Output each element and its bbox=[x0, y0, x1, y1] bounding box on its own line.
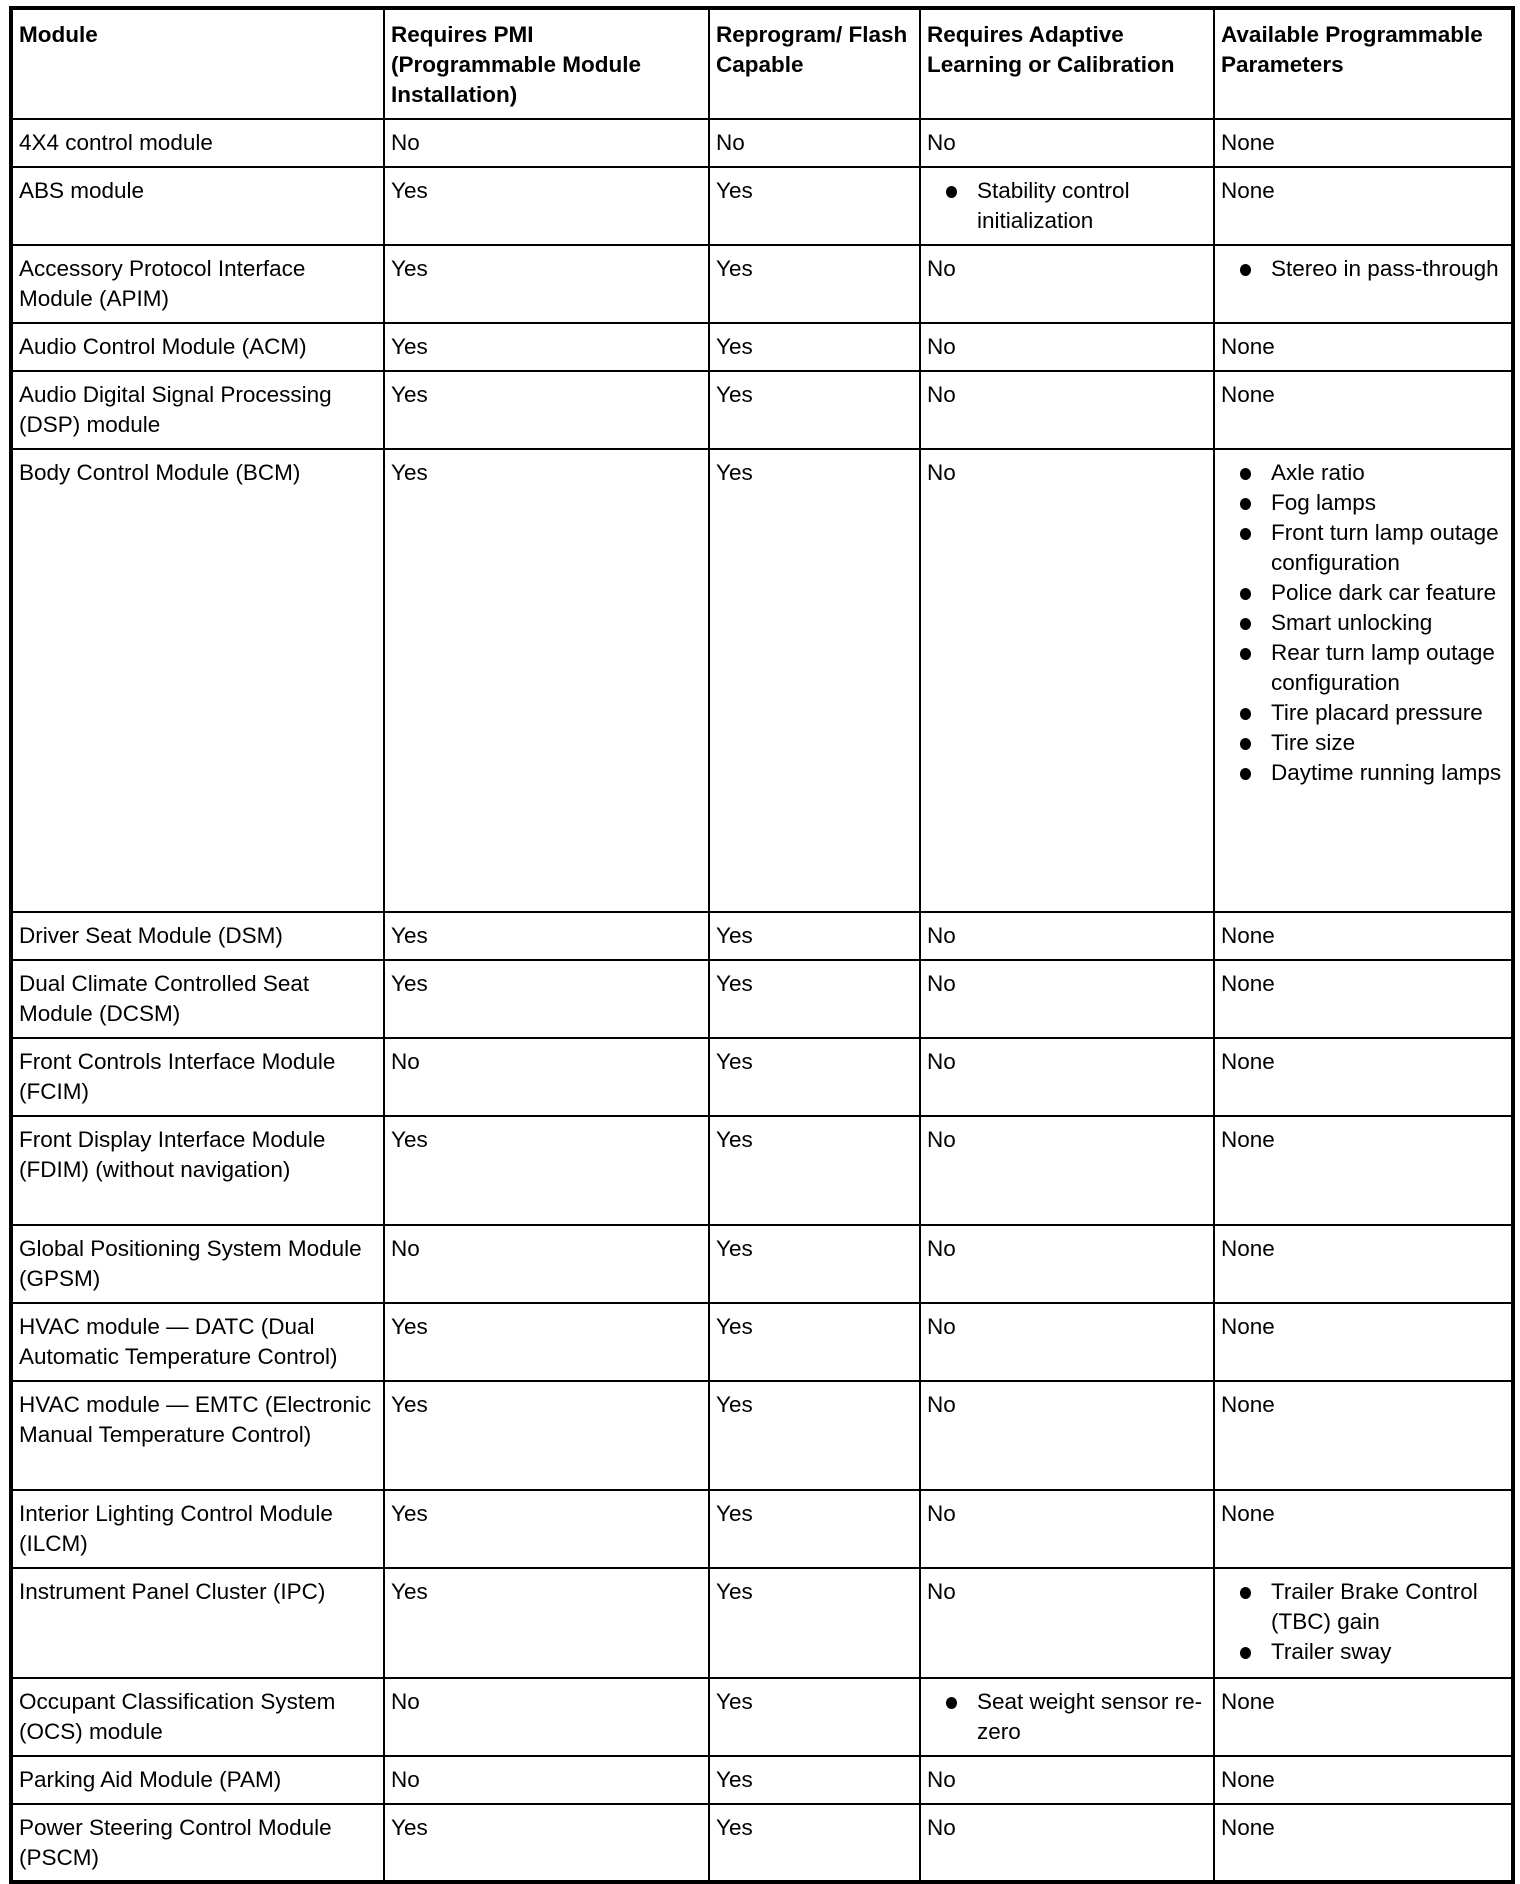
bullet-list bbox=[927, 176, 1207, 236]
table-row bbox=[11, 1756, 1513, 1804]
cell-module: ABS module bbox=[11, 167, 384, 245]
bullet-item bbox=[927, 1687, 1207, 1747]
table-row bbox=[11, 1225, 1513, 1303]
cell-programmable-parameters: None bbox=[1214, 323, 1513, 371]
bullet-text: Trailer sway bbox=[1271, 1639, 1392, 1664]
cell-flash-capable: Yes bbox=[709, 167, 920, 245]
cell-requires-pmi: No bbox=[384, 1038, 709, 1116]
cell-flash-capable: Yes bbox=[709, 1303, 920, 1381]
cell-module: 4X4 control module bbox=[11, 119, 384, 167]
bullet-item bbox=[1221, 1577, 1505, 1637]
bullet-dot-icon bbox=[1240, 738, 1251, 750]
cell-module: HVAC module — EMTC (Electronic Manual Temperature Control) bbox=[11, 1381, 384, 1490]
cell-flash-capable: Yes bbox=[709, 1381, 920, 1490]
bullet-dot-icon bbox=[1240, 618, 1251, 630]
table-row bbox=[11, 1303, 1513, 1381]
table-row bbox=[11, 1678, 1513, 1756]
table-row bbox=[11, 912, 1513, 960]
cell-adaptive-learning: No bbox=[920, 1756, 1214, 1804]
header-adaptive-learning: Requires Adaptive Learning or Calibration bbox=[920, 8, 1214, 119]
cell-module: Instrument Panel Cluster (IPC) bbox=[11, 1568, 384, 1678]
cell-flash-capable: Yes bbox=[709, 1225, 920, 1303]
bullet-item bbox=[927, 176, 1207, 236]
cell-requires-pmi: Yes bbox=[384, 449, 709, 912]
header-module: Module bbox=[11, 8, 384, 119]
cell-programmable-parameters: None bbox=[1214, 912, 1513, 960]
module-programming-table bbox=[9, 6, 1515, 1884]
cell-requires-pmi: Yes bbox=[384, 323, 709, 371]
header-flash-capable: Reprogram/ Flash Capable bbox=[709, 8, 920, 119]
bullet-list bbox=[1221, 1577, 1505, 1667]
cell-module: HVAC module — DATC (Dual Automatic Temperature Control) bbox=[11, 1303, 384, 1381]
table-row bbox=[11, 371, 1513, 449]
bullet-dot-icon bbox=[1240, 468, 1251, 480]
table-row bbox=[11, 119, 1513, 167]
cell-programmable-parameters: None bbox=[1214, 1804, 1513, 1882]
bullet-item bbox=[1221, 758, 1505, 788]
bullet-text: Axle ratio bbox=[1271, 460, 1365, 485]
cell-flash-capable: Yes bbox=[709, 1804, 920, 1882]
bullet-list bbox=[1221, 458, 1505, 788]
cell-module: Power Steering Control Module (PSCM) bbox=[11, 1804, 384, 1882]
cell-adaptive-learning: No bbox=[920, 1116, 1214, 1225]
cell-flash-capable: Yes bbox=[709, 912, 920, 960]
bullet-dot-icon bbox=[1240, 588, 1251, 600]
bullet-text: Fog lamps bbox=[1271, 490, 1377, 515]
cell-adaptive-learning bbox=[920, 1678, 1214, 1756]
bullet-item bbox=[1221, 488, 1505, 518]
cell-programmable-parameters: None bbox=[1214, 119, 1513, 167]
bullet-item bbox=[1221, 1637, 1505, 1667]
table-row bbox=[11, 960, 1513, 1038]
cell-flash-capable: Yes bbox=[709, 323, 920, 371]
bullet-item bbox=[1221, 518, 1505, 578]
cell-adaptive-learning: No bbox=[920, 449, 1214, 912]
bullet-text: Trailer Brake Control (TBC) gain bbox=[1271, 1579, 1478, 1634]
bullet-text: Front turn lamp outage configuration bbox=[1271, 520, 1499, 575]
table-row bbox=[11, 1804, 1513, 1882]
cell-flash-capable: Yes bbox=[709, 1568, 920, 1678]
cell-requires-pmi: Yes bbox=[384, 1804, 709, 1882]
cell-module: Front Display Interface Module (FDIM) (without navigation) bbox=[11, 1116, 384, 1225]
bullet-item bbox=[1221, 578, 1505, 608]
cell-adaptive-learning: No bbox=[920, 1568, 1214, 1678]
bullet-text: Tire size bbox=[1271, 730, 1356, 755]
table-row bbox=[11, 1116, 1513, 1225]
cell-adaptive-learning: No bbox=[920, 1303, 1214, 1381]
table-row bbox=[11, 1568, 1513, 1678]
cell-requires-pmi: Yes bbox=[384, 912, 709, 960]
table-row bbox=[11, 245, 1513, 323]
cell-adaptive-learning: No bbox=[920, 1490, 1214, 1568]
bullet-text: Seat weight sensor re-zero bbox=[977, 1689, 1203, 1744]
cell-module: Parking Aid Module (PAM) bbox=[11, 1756, 384, 1804]
bullet-dot-icon bbox=[1240, 1587, 1251, 1599]
cell-requires-pmi: Yes bbox=[384, 245, 709, 323]
bullet-text: Smart unlocking bbox=[1271, 610, 1433, 635]
cell-flash-capable: Yes bbox=[709, 1038, 920, 1116]
cell-programmable-parameters bbox=[1214, 1568, 1513, 1678]
cell-flash-capable: Yes bbox=[709, 449, 920, 912]
cell-programmable-parameters: None bbox=[1214, 1381, 1513, 1490]
cell-requires-pmi: Yes bbox=[384, 371, 709, 449]
cell-flash-capable: Yes bbox=[709, 960, 920, 1038]
cell-requires-pmi: Yes bbox=[384, 1381, 709, 1490]
cell-adaptive-learning: No bbox=[920, 1038, 1214, 1116]
table-row bbox=[11, 449, 1513, 912]
table-row bbox=[11, 167, 1513, 245]
cell-module: Accessory Protocol Interface Module (APIM) bbox=[11, 245, 384, 323]
bullet-text: Daytime running lamps bbox=[1271, 760, 1502, 785]
bullet-list bbox=[927, 1687, 1207, 1747]
table-body bbox=[11, 119, 1513, 1882]
cell-programmable-parameters: None bbox=[1214, 371, 1513, 449]
table-row bbox=[11, 1038, 1513, 1116]
bullet-text: Police dark car feature bbox=[1271, 580, 1497, 605]
bullet-dot-icon bbox=[1240, 708, 1251, 720]
cell-module: Global Positioning System Module (GPSM) bbox=[11, 1225, 384, 1303]
cell-adaptive-learning: No bbox=[920, 1225, 1214, 1303]
cell-flash-capable: Yes bbox=[709, 1116, 920, 1225]
bullet-text: Tire placard pressure bbox=[1271, 700, 1483, 725]
bullet-dot-icon bbox=[1240, 1647, 1251, 1659]
bullet-dot-icon bbox=[1240, 648, 1251, 660]
bullet-dot-icon bbox=[1240, 498, 1251, 510]
cell-module: Dual Climate Controlled Seat Module (DCSM) bbox=[11, 960, 384, 1038]
cell-flash-capable: Yes bbox=[709, 1756, 920, 1804]
cell-requires-pmi: No bbox=[384, 119, 709, 167]
cell-adaptive-learning bbox=[920, 167, 1214, 245]
table-row bbox=[11, 323, 1513, 371]
cell-adaptive-learning: No bbox=[920, 245, 1214, 323]
cell-requires-pmi: Yes bbox=[384, 1116, 709, 1225]
bullet-dot-icon bbox=[946, 186, 957, 198]
table-row bbox=[11, 1381, 1513, 1490]
header-requires-pmi: Requires PMI (Programmable Module Installation) bbox=[384, 8, 709, 119]
cell-adaptive-learning: No bbox=[920, 371, 1214, 449]
cell-requires-pmi: Yes bbox=[384, 1303, 709, 1381]
cell-adaptive-learning: No bbox=[920, 960, 1214, 1038]
cell-requires-pmi: No bbox=[384, 1756, 709, 1804]
bullet-item bbox=[1221, 638, 1505, 698]
table-row bbox=[11, 1490, 1513, 1568]
cell-module: Interior Lighting Control Module (ILCM) bbox=[11, 1490, 384, 1568]
cell-programmable-parameters: None bbox=[1214, 1756, 1513, 1804]
bullet-item bbox=[1221, 458, 1505, 488]
cell-programmable-parameters: None bbox=[1214, 1303, 1513, 1381]
cell-adaptive-learning: No bbox=[920, 1381, 1214, 1490]
cell-programmable-parameters bbox=[1214, 449, 1513, 912]
cell-requires-pmi: Yes bbox=[384, 960, 709, 1038]
cell-programmable-parameters: None bbox=[1214, 1225, 1513, 1303]
cell-programmable-parameters: None bbox=[1214, 1490, 1513, 1568]
bullet-dot-icon bbox=[1240, 768, 1251, 780]
cell-requires-pmi: No bbox=[384, 1225, 709, 1303]
table-header-row bbox=[11, 8, 1513, 119]
cell-module: Audio Control Module (ACM) bbox=[11, 323, 384, 371]
cell-requires-pmi: Yes bbox=[384, 167, 709, 245]
cell-flash-capable: Yes bbox=[709, 1490, 920, 1568]
cell-module: Occupant Classification System (OCS) module bbox=[11, 1678, 384, 1756]
bullet-item bbox=[1221, 698, 1505, 728]
cell-module: Body Control Module (BCM) bbox=[11, 449, 384, 912]
bullet-list bbox=[1221, 254, 1505, 284]
cell-module: Audio Digital Signal Processing (DSP) module bbox=[11, 371, 384, 449]
bullet-text: Stereo in pass-through bbox=[1271, 256, 1499, 281]
bullet-dot-icon bbox=[1240, 528, 1251, 540]
cell-flash-capable: No bbox=[709, 119, 920, 167]
cell-adaptive-learning: No bbox=[920, 912, 1214, 960]
bullet-item bbox=[1221, 728, 1505, 758]
bullet-item bbox=[1221, 608, 1505, 638]
cell-programmable-parameters bbox=[1214, 245, 1513, 323]
bullet-item bbox=[1221, 254, 1505, 284]
cell-adaptive-learning: No bbox=[920, 1804, 1214, 1882]
cell-flash-capable: Yes bbox=[709, 245, 920, 323]
bullet-dot-icon bbox=[946, 1697, 957, 1709]
cell-programmable-parameters: None bbox=[1214, 167, 1513, 245]
cell-programmable-parameters: None bbox=[1214, 1116, 1513, 1225]
cell-flash-capable: Yes bbox=[709, 371, 920, 449]
bullet-text: Stability control initialization bbox=[977, 178, 1130, 233]
cell-flash-capable: Yes bbox=[709, 1678, 920, 1756]
cell-requires-pmi: No bbox=[384, 1678, 709, 1756]
cell-adaptive-learning: No bbox=[920, 323, 1214, 371]
cell-module: Front Controls Interface Module (FCIM) bbox=[11, 1038, 384, 1116]
header-programmable-parameters: Available Programmable Parameters bbox=[1214, 8, 1513, 119]
cell-requires-pmi: Yes bbox=[384, 1490, 709, 1568]
cell-module: Driver Seat Module (DSM) bbox=[11, 912, 384, 960]
bullet-text: Rear turn lamp outage configuration bbox=[1271, 640, 1495, 695]
cell-requires-pmi: Yes bbox=[384, 1568, 709, 1678]
cell-programmable-parameters: None bbox=[1214, 1678, 1513, 1756]
cell-programmable-parameters: None bbox=[1214, 960, 1513, 1038]
cell-programmable-parameters: None bbox=[1214, 1038, 1513, 1116]
bullet-dot-icon bbox=[1240, 264, 1251, 276]
cell-adaptive-learning: No bbox=[920, 119, 1214, 167]
